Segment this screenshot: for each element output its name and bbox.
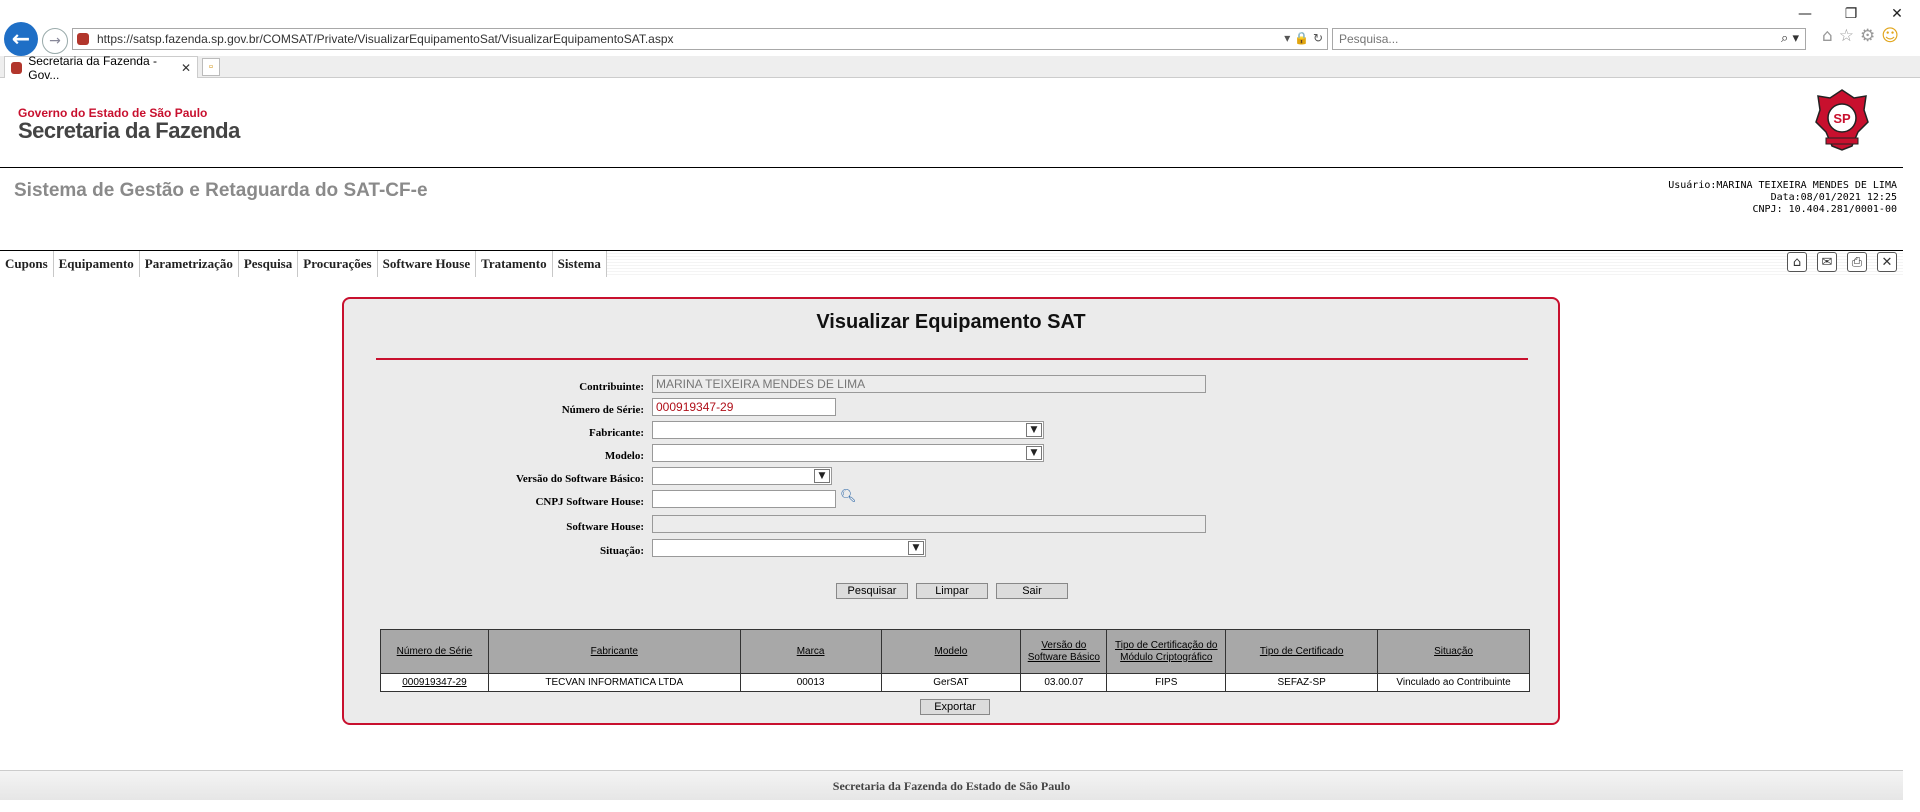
secretaria-title: Secretaria da Fazenda [18, 118, 240, 143]
minimize-button[interactable]: — [1798, 6, 1812, 22]
table-row [381, 674, 1530, 692]
title-divider [376, 358, 1528, 360]
browser-toolbar [1822, 26, 1899, 46]
column-header[interactable]: Situação [1378, 630, 1530, 674]
column-header[interactable]: Número de Série [381, 630, 489, 674]
numero-serie-label: Número de Série: [561, 404, 644, 416]
menu-item-tratamento[interactable]: Tratamento [476, 251, 552, 277]
chevron-down-icon[interactable]: ▼ [1026, 446, 1042, 460]
user-name: Usuário:MARINA TEIXEIRA MENDES DE LIMA [1668, 180, 1897, 191]
menu-item-pesquisa[interactable]: Pesquisa [239, 251, 298, 277]
column-header[interactable]: Tipo de Certificação do Módulo Criptográfico [1107, 630, 1226, 674]
sair-button[interactable]: Sair [996, 583, 1068, 599]
menu-item-sistema[interactable]: Sistema [553, 251, 607, 277]
browser-chrome [0, 0, 1920, 82]
chevron-down-icon[interactable]: ▼ [908, 541, 924, 555]
visualizar-equipamento-panel [342, 297, 1560, 725]
gov-line: Governo do Estado de São Paulo [18, 106, 208, 120]
exportar-button[interactable]: Exportar [920, 699, 990, 715]
column-header[interactable]: Marca [740, 630, 881, 674]
modelo-label: Modelo: [604, 450, 644, 462]
contribuinte-field: MARINA TEIXEIRA MENDES DE LIMA [652, 375, 1206, 393]
search-icon[interactable]: 🔍︎ [840, 489, 857, 504]
versao-cell: 03.00.07 [1021, 674, 1107, 692]
page-header [0, 78, 1903, 168]
column-header[interactable]: Fabricante [488, 630, 740, 674]
certificado-cell: SEFAZ-SP [1226, 674, 1378, 692]
column-header[interactable]: Modelo [881, 630, 1021, 674]
fabricante-cell: TECVAN INFORMATICA LTDA [488, 674, 740, 692]
pesquisar-button[interactable]: Pesquisar [836, 583, 908, 599]
results-table [380, 629, 1530, 692]
print-icon[interactable]: ⎙ [1847, 252, 1867, 272]
software-house-label: Software House: [566, 521, 644, 533]
situacao-cell: Vinculado ao Contribuinte [1378, 674, 1530, 692]
site-favicon-icon [77, 33, 89, 45]
menu-actions [1787, 252, 1897, 272]
menu-item-software-house[interactable]: Software House [378, 251, 477, 277]
cnpj-software-house-input[interactable] [652, 490, 836, 508]
home-icon[interactable]: ⌂ [1822, 26, 1833, 46]
modelo-cell: GerSAT [881, 674, 1021, 692]
address-bar[interactable] [72, 28, 1328, 50]
table-header-row [381, 630, 1530, 674]
user-info [1668, 180, 1897, 216]
numero-serie-cell[interactable]: 000919347-29 [381, 674, 489, 692]
tab-title: Secretaria da Fazenda - Gov... [28, 53, 157, 82]
arrow-right-icon: → [49, 33, 61, 49]
chevron-down-icon[interactable]: ▼ [814, 469, 830, 483]
column-header[interactable]: Versão do Software Básico [1021, 630, 1107, 674]
tab-row [0, 53, 1920, 82]
arrow-left-icon: ← [11, 26, 31, 52]
chevron-down-icon[interactable]: ▼ [1026, 423, 1042, 437]
new-tab-icon: ▫ [209, 61, 213, 73]
versao-select[interactable] [652, 467, 832, 485]
menu-item-procuracoes[interactable]: Procurações [298, 251, 377, 277]
new-tab-button[interactable] [202, 58, 220, 76]
numero-serie-input[interactable]: 000919347-29 [652, 398, 836, 416]
favorites-star-icon[interactable]: ☆ [1838, 26, 1855, 46]
fabricante-label: Fabricante: [589, 427, 644, 439]
browser-tab[interactable] [4, 53, 198, 82]
forward-button[interactable] [42, 28, 68, 54]
session-date: Data:08/01/2021 12:25 [1770, 192, 1897, 203]
menu-item-parametrizacao[interactable]: Parametrização [140, 251, 239, 277]
address-url[interactable]: https://satsp.fazenda.sp.gov.br/COMSAT/Private/VisualizarEquipamentoSat/VisualizarEquipamentoSAT.aspx [97, 32, 674, 46]
tab-favicon-icon [11, 62, 22, 74]
footer-text: Secretaria da Fazenda do Estado de São Paulo [832, 779, 1071, 793]
feedback-smiley-icon[interactable]: ☺ [1881, 26, 1900, 46]
situacao-label: Situação: [600, 545, 644, 557]
svg-text:SP: SP [1833, 111, 1851, 126]
system-title: Sistema de Gestão e Retaguarda do SAT-CF-e [14, 180, 428, 201]
refresh-icon[interactable]: ↻ [1312, 31, 1323, 45]
versao-label: Versão do Software Básico: [515, 473, 644, 485]
tab-close-icon[interactable]: ✕ [180, 60, 191, 75]
contribuinte-label: Contribuinte: [579, 381, 644, 393]
home-icon[interactable]: ⌂ [1787, 252, 1807, 272]
certificacao-cell: FIPS [1107, 674, 1226, 692]
cnpj-software-house-label: CNPJ Software House: [535, 496, 644, 508]
system-bar [0, 168, 1903, 250]
brasao-sp-logo [1812, 88, 1872, 152]
modelo-select[interactable] [652, 444, 1044, 462]
main-menu [0, 251, 607, 277]
mail-icon[interactable]: ✉ [1817, 252, 1837, 272]
address-actions [1284, 31, 1323, 45]
close-icon[interactable]: ✕ [1877, 252, 1897, 272]
lock-icon[interactable]: 🔒 [1294, 31, 1310, 45]
search-icon[interactable]: ⌕ ▾ [1781, 31, 1799, 46]
close-window-button[interactable]: ✕ [1891, 6, 1903, 22]
dropdown-icon[interactable]: ▾ [1284, 31, 1291, 45]
situacao-select[interactable] [652, 539, 926, 557]
main-menu-bar [0, 250, 1903, 276]
back-button[interactable] [4, 22, 38, 56]
window-controls [1782, 0, 1920, 28]
menu-item-equipamento[interactable]: Equipamento [54, 251, 140, 277]
software-house-field [652, 515, 1206, 533]
fabricante-select[interactable] [652, 421, 1044, 439]
page-footer [0, 770, 1903, 800]
column-header[interactable]: Tipo de Certificado [1226, 630, 1378, 674]
page-title: Visualizar Equipamento SAT [816, 311, 1086, 333]
search-box[interactable] [1332, 28, 1806, 50]
restore-button[interactable]: ❐ [1844, 6, 1858, 22]
limpar-button[interactable]: Limpar [916, 583, 988, 599]
gear-icon[interactable]: ⚙ [1860, 26, 1876, 46]
marca-cell: 00013 [740, 674, 881, 692]
user-cnpj: CNPJ: 10.404.281/0001-00 [1752, 204, 1897, 215]
menu-item-cupons[interactable]: Cupons [0, 251, 54, 277]
search-input[interactable] [1339, 32, 1759, 46]
